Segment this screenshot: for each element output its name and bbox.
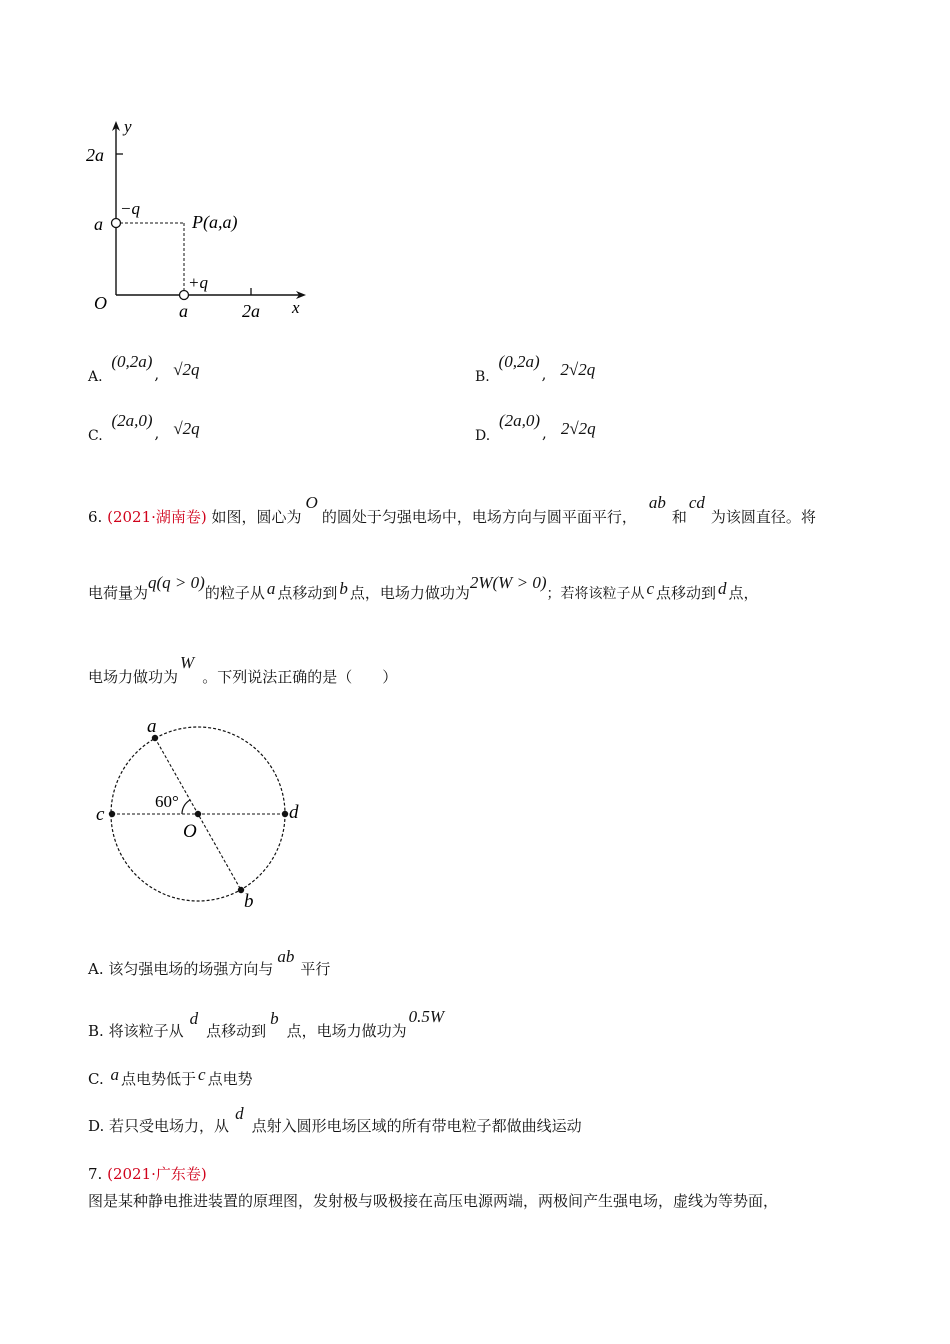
option-letter: D. [475,428,491,444]
text: 平行 [300,960,331,978]
q6-option-c[interactable] [88,1065,253,1089]
text: ；若将该粒子从 [546,586,645,602]
option-sep: , [541,365,547,383]
option-sep: , [154,365,160,383]
label-O: O [183,821,197,842]
math-O: O [305,493,318,512]
math-05W: 0.5W [408,1007,445,1026]
label-x-axis: x [292,298,300,317]
text: 。下列说法正确的是（ ） [202,668,398,686]
q6-source: (2021·湖南卷) [107,508,207,526]
q6-number: 6. [88,508,103,526]
label-2a-y: 2a [86,145,104,165]
text: 的圆处于匀强电场中，电场方向与圆平面平行， [321,508,637,526]
math-d: d [235,1104,244,1123]
q5-option-c[interactable] [88,411,200,444]
option-sep: , [542,424,547,442]
q7-number: 7. [88,1165,103,1183]
option-coord: (0,2a) [111,352,153,371]
math-b: b [270,1009,279,1028]
option-letter: C. [88,1070,104,1088]
math-a: a [110,1065,119,1084]
text: 图是某种静电推进装置的原理图，发射极与吸极接在高压电源两端，两极间产生强电场，虚线为等势面， [88,1192,779,1210]
text: 若只受电场力，从 [109,1117,230,1135]
option-coord: (2a,0) [111,411,153,430]
q7-heading [88,1163,207,1184]
math-ab: ab [648,493,666,512]
option-sep: , [154,424,160,442]
label-y-axis: y [124,117,132,136]
label-angle: 60° [155,792,179,811]
q7-stem-line-1 [88,1190,778,1211]
label-a: a [147,716,157,737]
text: 点移动到 [656,584,717,602]
q6-option-b[interactable] [88,1007,445,1041]
label-a-y: a [94,214,103,234]
q5-option-d[interactable] [475,411,596,444]
label-neg-q: −q [120,199,140,218]
label-a-x: a [179,301,188,321]
label-pos-q: +q [188,273,208,292]
math-a: a [266,579,276,598]
option-letter: D. [88,1117,105,1135]
option-charge: 2√2q [560,360,596,379]
text: 点电势低于 [121,1070,197,1088]
text: 该匀强电场的场强方向与 [108,960,274,978]
math-cd: cd [688,493,705,512]
q6-stem-line-1 [88,493,816,527]
option-coord: (2a,0) [498,411,541,430]
math-q: q(q > 0) [148,573,205,592]
option-coord: (0,2a) [498,352,540,371]
text: 电场力做功为 [88,668,179,686]
option-letter: B. [88,1022,104,1040]
text: 点移动到 [277,584,338,602]
q6-option-d[interactable] [88,1104,582,1136]
option-charge: √2q [173,419,200,438]
option-letter: A. [88,960,104,978]
text: 点， [728,584,759,602]
text: 的粒子从 [204,584,265,602]
text: 点射入圆形电场区域的所有带电粒子都做曲线运动 [251,1117,582,1135]
text: 点移动到 [206,1022,267,1040]
text: 将该粒子从 [108,1022,184,1040]
math-d: d [718,579,727,598]
math-c: c [646,579,655,598]
label-c: c [96,804,105,825]
math-c: c [198,1065,206,1084]
text: 电荷量为 [88,584,149,602]
math-2W: 2W(W > 0) [469,573,547,592]
math-W: W [180,653,195,672]
math-d: d [189,1009,199,1028]
q6-stem-line-3 [88,653,398,687]
label-b: b [244,891,254,912]
q6-option-a[interactable] [88,947,331,979]
option-charge: 2√2q [560,419,596,438]
label-2a-x: 2a [242,301,260,321]
label-d: d [289,802,299,823]
figure-coordinate-diagram [80,112,320,327]
option-letter: B. [475,369,490,385]
label-origin: O [94,293,107,313]
option-charge: √2q [173,360,200,379]
option-letter: A. [88,369,103,385]
option-letter: C. [88,428,103,444]
figure-circle-diagram [90,712,320,917]
q5-option-a[interactable] [88,352,200,385]
text: 点电势 [207,1070,253,1088]
text: 点，电场力做功为 [286,1022,407,1040]
text: 点，电场力做功为 [349,584,470,602]
text: 如图，圆心为 [211,508,302,526]
q7-source: (2021·广东卷) [107,1165,207,1183]
q5-option-b[interactable] [475,352,596,385]
q6-stem-line-2 [88,573,759,603]
math-b: b [339,579,348,598]
text: 为该圆直径。将 [710,508,816,526]
label-point-P: P(a,a) [192,212,238,232]
text: 和 [671,508,687,526]
math-ab: ab [277,947,295,966]
